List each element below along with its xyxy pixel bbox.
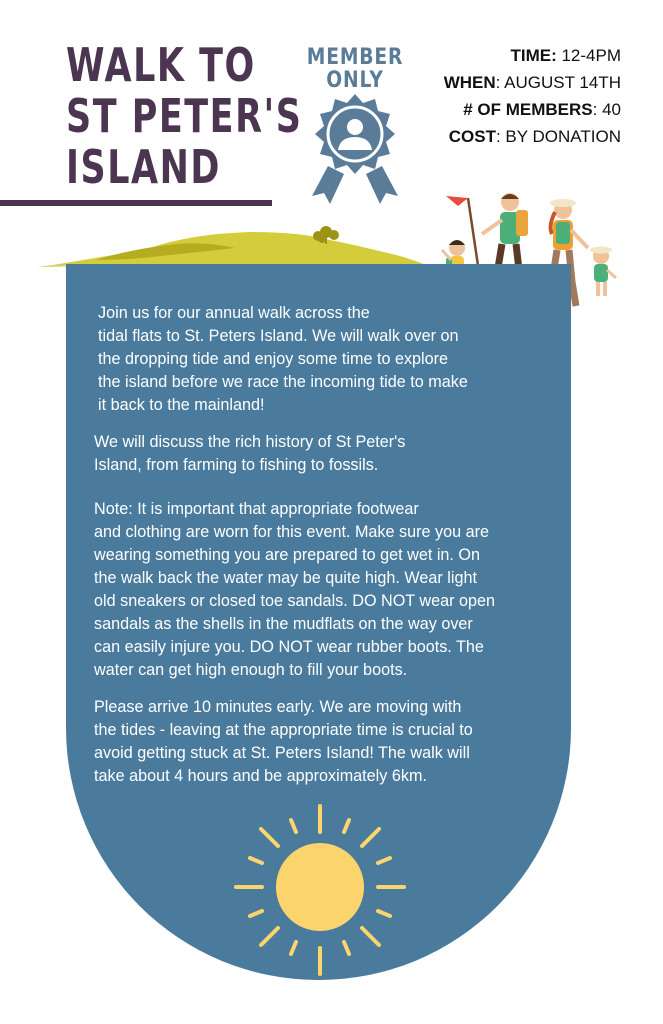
note-line: Note: It is important that appropriate footwear <box>94 500 419 518</box>
badge-line-2: ONLY <box>326 68 384 93</box>
time-label: TIME: <box>510 46 557 65</box>
history-line: We will discuss the rich history of St Peter's <box>94 433 406 451</box>
note-line: and clothing are worn for this event. Make sure you are <box>94 523 490 541</box>
cost-label: COST <box>448 127 496 146</box>
note-line: sandals as the shells in the mudflats on the way over <box>94 615 473 633</box>
cost-value: : BY DONATION <box>495 127 621 146</box>
time-row <box>444 42 621 69</box>
intro-line: the island before we race the incoming tide to make <box>98 373 468 391</box>
arrival-line: take about 4 hours and be approximately 6km. <box>94 767 427 785</box>
title-line-2: ST PETER'S <box>66 89 303 143</box>
badge-line-1: MEMBER <box>306 45 404 70</box>
members-label: # OF MEMBERS <box>463 100 593 119</box>
intro-line: the dropping tide and enjoy some time to explore <box>98 350 449 368</box>
title-line-3: ISLAND <box>66 140 221 194</box>
member-ribbon-icon <box>298 92 412 204</box>
when-label: WHEN <box>443 73 496 92</box>
title-line-1: WALK TO <box>66 38 256 92</box>
sun-disc <box>276 843 364 931</box>
when-row <box>444 69 621 96</box>
event-details <box>444 42 621 150</box>
members-value: : 40 <box>592 100 621 119</box>
history-line: Island, from farming to fishing to fossils. <box>94 456 379 474</box>
island-illustration <box>34 226 440 269</box>
sun-icon <box>232 802 408 978</box>
arrival-line: avoid getting stuck at St. Peters Island! The walk will <box>94 744 470 762</box>
member-only-badge <box>298 44 412 204</box>
note-line: water can get high enough to fill your boots. <box>94 661 408 679</box>
note-line: wearing something you are prepared to get wet in. On <box>94 546 481 564</box>
intro-line: it back to the mainland! <box>98 396 265 414</box>
event-title <box>66 40 302 193</box>
note-line: can easily injure you. DO NOT wear rubber boots. The <box>94 638 484 656</box>
members-row <box>444 96 621 123</box>
footwear-note-paragraph <box>94 498 539 682</box>
cost-row <box>444 123 621 150</box>
arrival-line: Please arrive 10 minutes early. We are moving with <box>94 698 462 716</box>
note-line: the walk back the water may be quite high. Wear light <box>94 569 478 587</box>
arrival-line: the tides - leaving at the appropriate time is crucial to <box>94 721 473 739</box>
intro-line: Join us for our annual walk across the <box>98 304 370 322</box>
note-line: old sneakers or closed toe sandals. DO NOT wear open <box>94 592 495 610</box>
time-value: 12-4PM <box>556 46 621 65</box>
intro-paragraph <box>98 302 543 417</box>
arrival-paragraph <box>94 696 539 788</box>
when-value: : AUGUST 14TH <box>495 73 621 92</box>
history-paragraph <box>94 431 539 477</box>
intro-line: tidal flats to St. Peters Island. We will walk over on <box>98 327 459 345</box>
